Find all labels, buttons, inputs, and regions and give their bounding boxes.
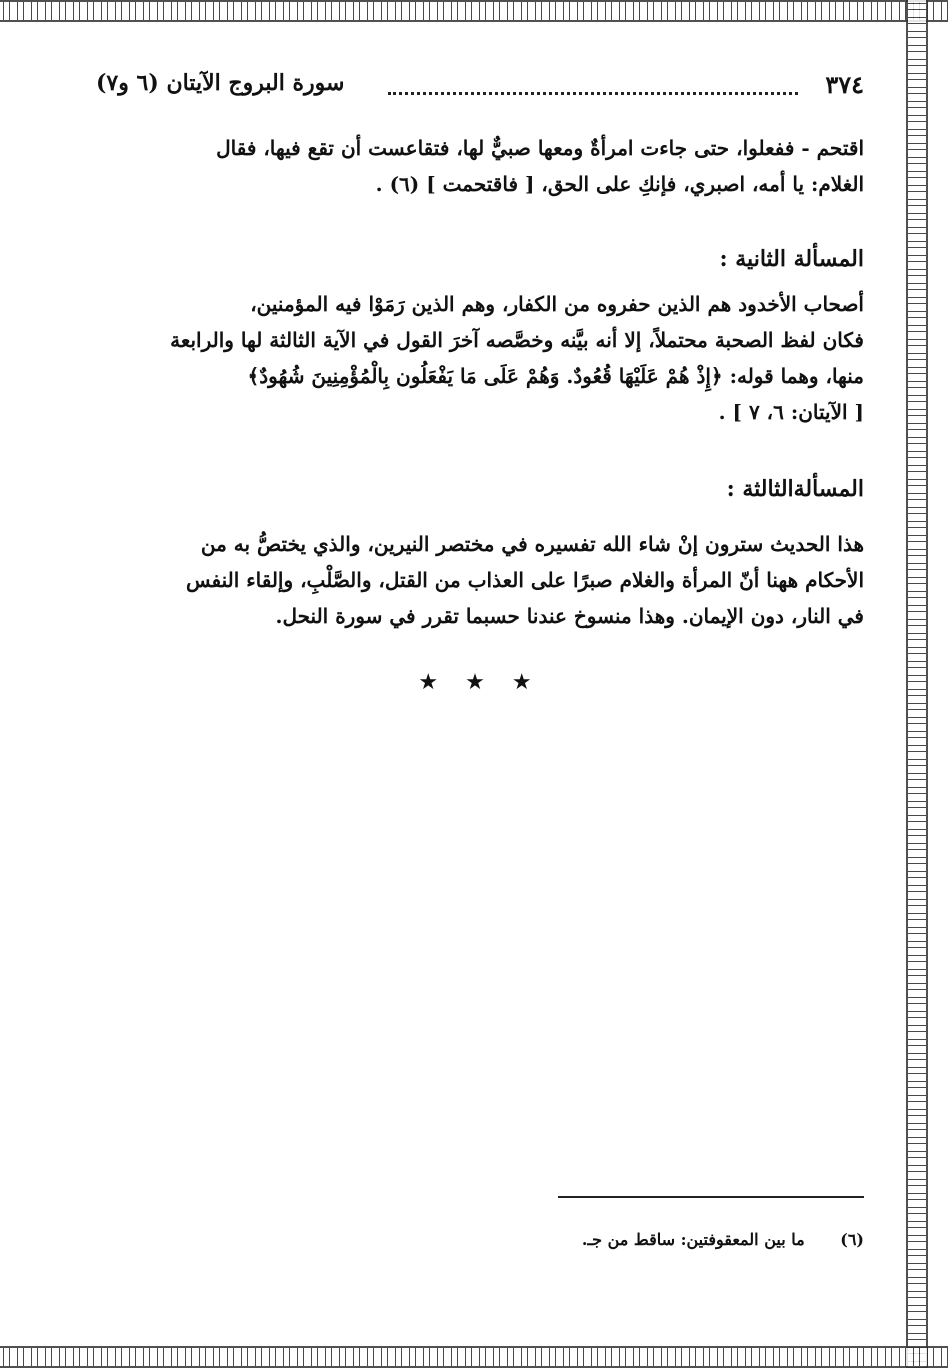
header-dot-leader — [388, 92, 798, 95]
footnote-number: (٦) — [840, 1230, 864, 1249]
text-line: الأحكام ههنا أنّ المرأة والغلام صبرًا على العذاب من القتل، والصَّلْبِ، وإلقاء النفس — [185, 568, 864, 592]
paragraph-3 — [96, 526, 864, 634]
text-line: الغلام: يا أمه، اصبري، فإنكِ على الحق، [ فاقتحمت ] (٦) . — [375, 172, 864, 196]
paragraph-2 — [96, 286, 864, 430]
text-line: أصحاب الأخدود هم الذين حفروه من الكفار، وهم الذين رَمَوْا فيه المؤمنين، — [250, 292, 864, 316]
text-line: منها، وهما قوله: ﴿إِذْ هُمْ عَلَيْهَا قُعُودٌ. وَهُمْ عَلَى مَا يَفْعَلُون بِالْمُؤْمِنِينَ شُهُودٌ﴾ — [247, 364, 864, 388]
heading-third-issue: المسألةالثالثة : — [726, 476, 864, 502]
text-line: فكان لفظ الصحبة محتملاً، إلا أنه بيَّنه وخصَّصه آخرَ القول في الآية الثالثة لها والرابعة — [170, 328, 864, 352]
text-line: [ الآيتان: ٦، ٧ ] . — [718, 400, 864, 424]
footnote-text: ما بين المعقوفتين: ساقط من جـ. — [581, 1230, 805, 1249]
decorative-border-top — [0, 0, 948, 22]
decorative-border-right — [906, 0, 928, 1368]
heading-second-issue: المسألة الثانية : — [719, 246, 864, 272]
footnote-rule — [558, 1196, 864, 1198]
text-line: هذا الحديث سترون إنْ شاء الله تفسيره في مختصر النيرين، والذي يختصُّ به من — [200, 532, 864, 556]
decorative-border-bottom — [0, 1346, 948, 1368]
header-title: سورة البروج الآيتان (٦ و٧) — [96, 70, 345, 96]
text-line: في النار، دون الإيمان. وهذا منسوخ عندنا حسبما تقرر في سورة النحل. — [275, 604, 864, 628]
text-line: اقتحم - ففعلوا، حتى جاءت امرأةٌ ومعها صبيٌّ لها، فتقاعست أن تقع فيها، فقال — [216, 136, 864, 160]
paragraph-1 — [96, 130, 864, 202]
footnote — [464, 1230, 864, 1249]
section-separator-stars: ★ ★ ★ — [418, 670, 542, 695]
page-number: ٣٧٤ — [825, 70, 864, 99]
running-header — [96, 70, 864, 110]
